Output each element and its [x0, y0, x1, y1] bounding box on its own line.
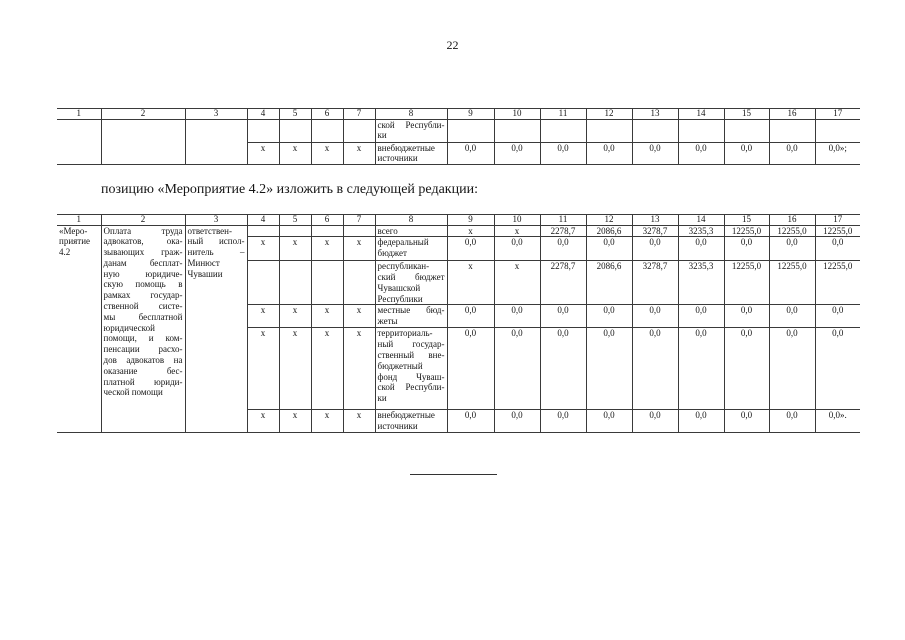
funding-source-cell: [375, 305, 447, 328]
value-cell: 0,0: [724, 237, 769, 261]
mark-cell: х: [247, 142, 279, 165]
header-cell: 11: [540, 109, 586, 120]
value-cell: 0,0: [540, 237, 586, 261]
mark-cell: [343, 261, 375, 305]
text-line: ственной систе-: [103, 301, 183, 312]
text-line: местные бюд-: [377, 305, 445, 316]
header-cell: 8: [375, 215, 447, 226]
description-cell: [101, 225, 185, 433]
mark-cell: х: [247, 305, 279, 328]
mark-cell: х: [279, 410, 311, 433]
mark-cell: [279, 261, 311, 305]
text-line: источники: [377, 421, 418, 432]
value-cell: 0,0: [769, 305, 815, 328]
executor-cell: [185, 119, 247, 165]
value-cell: 0,0».: [815, 410, 860, 433]
text-line: зывающих граж-: [103, 247, 183, 258]
value-cell: 0,0: [678, 410, 724, 433]
value-cell: 0,0: [494, 237, 540, 261]
value-cell: 0,0: [632, 328, 678, 410]
value-cell: 0,0: [769, 410, 815, 433]
mark-cell: [279, 119, 311, 142]
text-line: всего: [377, 225, 398, 236]
header-cell: 4: [247, 109, 279, 120]
header-cell: 10: [494, 109, 540, 120]
value-cell: 0,0: [586, 142, 632, 165]
value-cell: 0,0: [724, 142, 769, 165]
text-line: ный государ-: [377, 339, 445, 350]
text-line: источники: [377, 153, 418, 164]
header-row: [57, 215, 860, 226]
mark-cell: [311, 119, 343, 142]
value-cell: 0,0: [632, 305, 678, 328]
value-cell: 0,0: [447, 328, 494, 410]
header-cell: 7: [343, 215, 375, 226]
mark-cell: х: [311, 410, 343, 433]
mark-cell: [247, 119, 279, 142]
header-cell: 10: [494, 215, 540, 226]
mark-cell: х: [247, 328, 279, 410]
mark-cell: [343, 119, 375, 142]
value-cell: 0,0: [447, 305, 494, 328]
header-cell: 2: [101, 109, 185, 120]
value-cell: 0,0: [494, 410, 540, 433]
value-cell: 0,0: [632, 237, 678, 261]
header-cell: 3: [185, 215, 247, 226]
text-line: ской Республи-: [377, 382, 445, 393]
text-line: Минюст: [187, 257, 220, 268]
header-cell: 13: [632, 109, 678, 120]
text-line: юридической: [103, 322, 155, 333]
text-line: адвокатов, ока-: [103, 236, 183, 247]
text-line: данам бесплат-: [103, 257, 183, 268]
value-cell: 12255,0: [724, 225, 769, 237]
value-cell: 0,0: [769, 142, 815, 165]
mark-cell: [247, 261, 279, 305]
mark-cell: х: [311, 142, 343, 165]
funding-source-cell: [375, 119, 447, 142]
value-cell: 0,0: [632, 410, 678, 433]
header-cell: 17: [815, 215, 860, 226]
mark-cell: [247, 225, 279, 237]
header-cell: 6: [311, 109, 343, 120]
value-cell: 12255,0: [815, 225, 860, 237]
text-line: внебюджетные: [377, 410, 435, 421]
description-cell: [101, 119, 185, 165]
value-cell: 0,0: [494, 142, 540, 165]
text-line: 4.2: [59, 247, 71, 258]
mark-cell: [311, 225, 343, 237]
mark-cell: х: [279, 142, 311, 165]
text-line: Чувашии: [187, 268, 223, 279]
text-line: ческой помощи: [103, 387, 163, 398]
header-cell: 9: [447, 109, 494, 120]
funding-source-cell: [375, 237, 447, 261]
text-line: приятие: [59, 236, 91, 247]
header-cell: 12: [586, 215, 632, 226]
mark-cell: [343, 225, 375, 237]
table-row: [57, 225, 860, 237]
text-line: ответствен-: [187, 225, 232, 236]
text-line: мы бесплатной: [103, 311, 183, 322]
text-line: скую помощь в: [103, 279, 183, 290]
value-cell: х: [447, 261, 494, 305]
value-cell: 12255,0: [769, 261, 815, 305]
value-cell: 0,0: [540, 305, 586, 328]
page-number: 22: [446, 38, 459, 52]
amendment-instruction: позицию «Мероприятие 4.2» изложить в следующей редакции:: [101, 182, 478, 197]
value-cell: х: [494, 225, 540, 237]
funding-source-cell: [375, 410, 447, 433]
value-cell: 0,0: [586, 410, 632, 433]
text-line: республикан-: [377, 261, 430, 272]
text-line: бюджет: [377, 248, 407, 259]
value-cell: [632, 119, 678, 142]
value-cell: 0,0: [586, 237, 632, 261]
value-cell: 2278,7: [540, 261, 586, 305]
text-line: платной юриди-: [103, 376, 183, 387]
value-cell: [540, 119, 586, 142]
previous-position-table: [57, 108, 860, 165]
measure-4-2-table: [57, 214, 860, 433]
value-cell: [678, 119, 724, 142]
mark-cell: х: [343, 305, 375, 328]
header-cell: 14: [678, 109, 724, 120]
value-cell: 0,0: [724, 305, 769, 328]
header-cell: 1: [57, 109, 101, 120]
funding-source-cell: [375, 142, 447, 165]
text-line: территориаль-: [377, 328, 433, 339]
value-cell: 3235,3: [678, 261, 724, 305]
funding-source-cell: [375, 261, 447, 305]
end-separator-line: [410, 474, 497, 475]
value-cell: 0,0: [586, 328, 632, 410]
value-cell: 0,0: [815, 328, 860, 410]
header-row: [57, 109, 860, 120]
value-cell: 0,0: [447, 237, 494, 261]
header-cell: 13: [632, 215, 678, 226]
mark-cell: х: [279, 328, 311, 410]
text-line: пенсации расхо-: [103, 344, 183, 355]
header-cell: 16: [769, 109, 815, 120]
value-cell: 0,0: [678, 305, 724, 328]
value-cell: 0,0: [540, 328, 586, 410]
text-line: Оплата труда: [103, 225, 183, 236]
header-cell: 8: [375, 109, 447, 120]
mark-cell: [311, 261, 343, 305]
header-cell: 16: [769, 215, 815, 226]
table-row: [57, 119, 860, 142]
header-cell: 12: [586, 109, 632, 120]
value-cell: 3278,7: [632, 261, 678, 305]
value-cell: 0,0: [540, 142, 586, 165]
value-cell: 12255,0: [724, 261, 769, 305]
value-cell: 3278,7: [632, 225, 678, 237]
text-line: ный испол-: [187, 236, 245, 247]
value-cell: х: [494, 261, 540, 305]
mark-cell: х: [247, 410, 279, 433]
header-cell: 15: [724, 215, 769, 226]
value-cell: 3235,3: [678, 225, 724, 237]
header-cell: 17: [815, 109, 860, 120]
value-cell: 0,0: [769, 328, 815, 410]
value-cell: [769, 119, 815, 142]
value-cell: 0,0: [678, 237, 724, 261]
mark-cell: х: [279, 305, 311, 328]
value-cell: 0,0: [678, 328, 724, 410]
header-cell: 14: [678, 215, 724, 226]
text-line: помощи, и ком-: [103, 333, 183, 344]
text-line: дов адвокатов на: [103, 355, 183, 366]
header-cell: 2: [101, 215, 185, 226]
value-cell: [815, 119, 860, 142]
value-cell: [494, 119, 540, 142]
text-line: оказание бес-: [103, 365, 183, 376]
text-line: ственный вне-: [377, 350, 445, 361]
header-cell: 5: [279, 109, 311, 120]
mark-cell: х: [343, 410, 375, 433]
mark-cell: х: [311, 305, 343, 328]
value-cell: 12255,0: [769, 225, 815, 237]
text-line: бюджетный: [377, 360, 423, 371]
value-cell: 0,0: [540, 410, 586, 433]
mark-cell: х: [279, 237, 311, 261]
value-cell: [586, 119, 632, 142]
text-line: внебюджетные: [377, 142, 435, 153]
text-line: жеты: [377, 316, 398, 327]
header-cell: 4: [247, 215, 279, 226]
value-cell: 0,0: [494, 328, 540, 410]
value-cell: 0,0: [769, 237, 815, 261]
header-cell: 3: [185, 109, 247, 120]
header-cell: 6: [311, 215, 343, 226]
value-cell: 0,0: [724, 410, 769, 433]
text-line: федеральный: [377, 237, 429, 248]
value-cell: 0,0: [678, 142, 724, 165]
measure-cell: [57, 225, 101, 433]
value-cell: 0,0: [447, 142, 494, 165]
text-line: Чувашской: [377, 282, 421, 293]
text-line: ки: [377, 130, 387, 141]
measure-cell: [57, 119, 101, 165]
mark-cell: х: [343, 237, 375, 261]
value-cell: [447, 119, 494, 142]
text-line: рамках государ-: [103, 290, 183, 301]
value-cell: 12255,0: [815, 261, 860, 305]
mark-cell: х: [343, 142, 375, 165]
text-line: фонд Чуваш-: [377, 371, 445, 382]
mark-cell: х: [247, 237, 279, 261]
mark-cell: х: [311, 328, 343, 410]
text-line: ки: [377, 393, 387, 404]
text-line: нитель –: [187, 247, 245, 258]
value-cell: 0,0: [815, 305, 860, 328]
mark-cell: х: [311, 237, 343, 261]
text-line: ский бюджет: [377, 272, 445, 283]
value-cell: 0,0: [632, 142, 678, 165]
header-cell: 11: [540, 215, 586, 226]
mark-cell: х: [343, 328, 375, 410]
header-cell: 5: [279, 215, 311, 226]
funding-source-cell: [375, 328, 447, 410]
value-cell: 0,0: [724, 328, 769, 410]
text-line: ную юридиче-: [103, 268, 183, 279]
header-cell: 7: [343, 109, 375, 120]
header-cell: 1: [57, 215, 101, 226]
text-line: Республики: [377, 293, 423, 304]
value-cell: 0,0»;: [815, 142, 860, 165]
value-cell: 2086,6: [586, 261, 632, 305]
text-line: ской Республи-: [377, 119, 445, 130]
value-cell: х: [447, 225, 494, 237]
value-cell: 2086,6: [586, 225, 632, 237]
text-line: «Меро-: [59, 225, 88, 236]
value-cell: 0,0: [447, 410, 494, 433]
value-cell: 0,0: [815, 237, 860, 261]
executor-cell: [185, 225, 247, 433]
value-cell: [724, 119, 769, 142]
mark-cell: [279, 225, 311, 237]
funding-source-cell: [375, 225, 447, 237]
value-cell: 0,0: [586, 305, 632, 328]
value-cell: 2278,7: [540, 225, 586, 237]
value-cell: 0,0: [494, 305, 540, 328]
header-cell: 15: [724, 109, 769, 120]
header-cell: 9: [447, 215, 494, 226]
